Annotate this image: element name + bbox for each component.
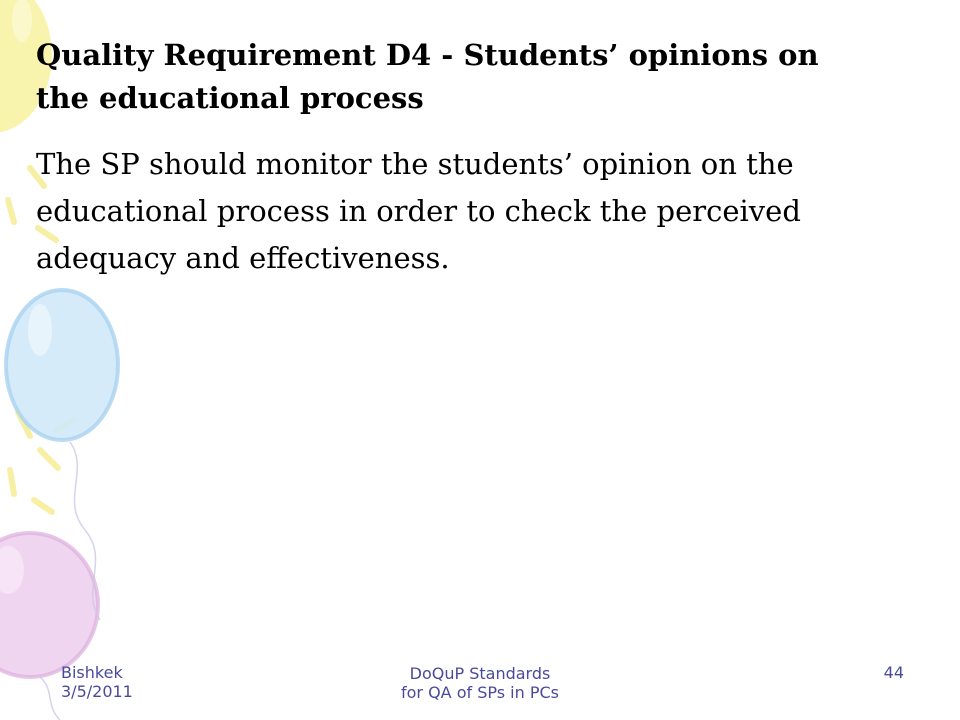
blue-balloon-icon	[6, 290, 118, 440]
pink-balloon-icon	[0, 533, 98, 677]
footer-caption-line-1: DoQuP Standards	[409, 664, 551, 683]
slide-body-text	[36, 141, 916, 282]
footer-location: Bishkek	[61, 663, 123, 682]
slide-body-line-3: adequacy and effectiveness.	[36, 241, 450, 275]
footer-location-date	[61, 663, 201, 701]
slide-body-line-1: The SP should monitor the students’ opinion on the	[36, 147, 794, 181]
slide-title-line-1: Quality Requirement D4 - Students’ opinions on	[36, 38, 819, 72]
slide-number: 44	[883, 663, 904, 682]
footer-caption-line-2: for QA of SPs in PCs	[401, 683, 559, 702]
footer-caption	[370, 664, 590, 702]
slide-title	[36, 34, 916, 120]
footer-date: 3/5/2011	[61, 682, 133, 701]
slide-body-line-2: educational process in order to check the perceived	[36, 194, 801, 228]
slide-title-line-2: the educational process	[36, 81, 424, 115]
